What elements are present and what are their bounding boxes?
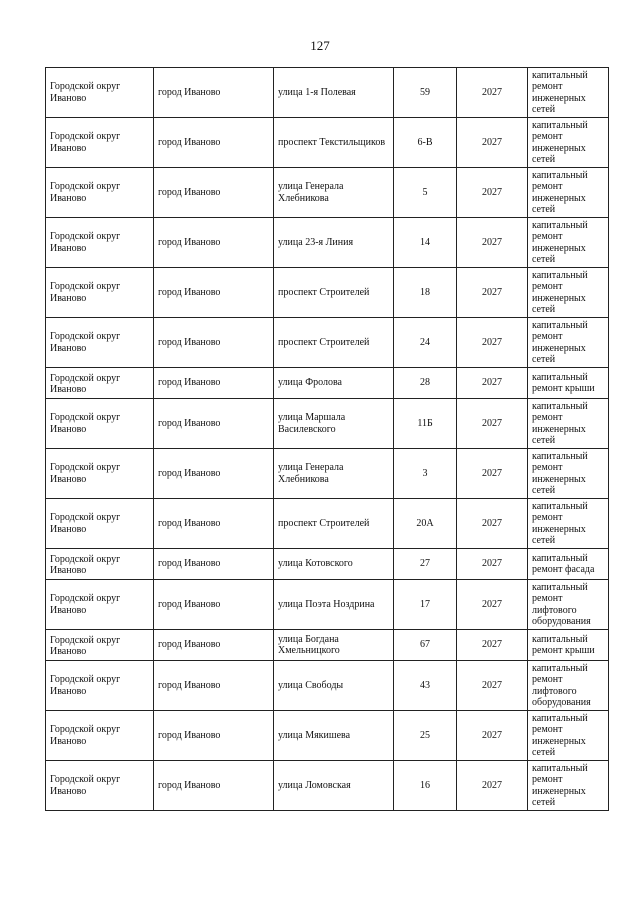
cell-work-type: капитальный ремонт инженерных сетей [528,449,609,499]
cell-year: 2027 [457,68,528,118]
cell-year: 2027 [457,218,528,268]
cell-year: 2027 [457,168,528,218]
cell-street: улица Поэта Ноздрина [274,580,394,630]
cell-street: улица Генерала Хлебникова [274,168,394,218]
cell-year: 2027 [457,268,528,318]
cell-work-type: капитальный ремонт инженерных сетей [528,118,609,168]
cell-year: 2027 [457,711,528,761]
cell-street: улица 1-я Полевая [274,68,394,118]
cell-work-type: капитальный ремонт лифтового оборудования [528,661,609,711]
cell-work-type: капитальный ремонт инженерных сетей [528,499,609,549]
cell-district: Городской округ Иваново [46,630,154,661]
cell-house: 3 [394,449,457,499]
table-row [46,580,609,630]
cell-year: 2027 [457,499,528,549]
cell-district: Городской округ Иваново [46,449,154,499]
cell-work-type: капитальный ремонт фасада [528,549,609,580]
cell-city: город Иваново [154,218,274,268]
cell-house: 11Б [394,399,457,449]
cell-street: улица Котовского [274,549,394,580]
cell-street: улица Ломовская [274,761,394,811]
cell-work-type: капитальный ремонт крыши [528,630,609,661]
cell-district: Городской округ Иваново [46,318,154,368]
cell-house: 43 [394,661,457,711]
cell-house: 17 [394,580,457,630]
cell-city: город Иваново [154,118,274,168]
cell-year: 2027 [457,549,528,580]
table-row [46,218,609,268]
cell-house: 14 [394,218,457,268]
table-row [46,68,609,118]
cell-year: 2027 [457,399,528,449]
cell-district: Городской округ Иваново [46,368,154,399]
cell-house: 28 [394,368,457,399]
table-row [46,630,609,661]
cell-street: улица Маршала Василевского [274,399,394,449]
repair-schedule-table [45,67,609,811]
table-row [46,118,609,168]
cell-street: проспект Строителей [274,499,394,549]
cell-district: Городской округ Иваново [46,168,154,218]
cell-house: 67 [394,630,457,661]
table-row [46,399,609,449]
cell-district: Городской округ Иваново [46,218,154,268]
table-row [46,549,609,580]
cell-district: Городской округ Иваново [46,118,154,168]
cell-street: улица Богдана Хмельницкого [274,630,394,661]
table-row [46,168,609,218]
cell-year: 2027 [457,318,528,368]
cell-year: 2027 [457,368,528,399]
cell-city: город Иваново [154,318,274,368]
cell-house: 24 [394,318,457,368]
cell-district: Городской округ Иваново [46,761,154,811]
table-row [46,711,609,761]
page-number: 127 [310,38,330,53]
cell-work-type: капитальный ремонт инженерных сетей [528,68,609,118]
cell-work-type: капитальный ремонт крыши [528,368,609,399]
cell-city: город Иваново [154,580,274,630]
cell-house: 5 [394,168,457,218]
cell-work-type: капитальный ремонт инженерных сетей [528,268,609,318]
cell-district: Городской округ Иваново [46,711,154,761]
cell-street: улица Фролова [274,368,394,399]
cell-district: Городской округ Иваново [46,268,154,318]
cell-work-type: капитальный ремонт инженерных сетей [528,399,609,449]
cell-work-type: капитальный ремонт инженерных сетей [528,218,609,268]
cell-city: город Иваново [154,630,274,661]
cell-street: проспект Строителей [274,318,394,368]
cell-district: Городской округ Иваново [46,399,154,449]
cell-city: город Иваново [154,68,274,118]
cell-city: город Иваново [154,499,274,549]
cell-street: улица Мякишева [274,711,394,761]
cell-district: Городской округ Иваново [46,549,154,580]
cell-house: 18 [394,268,457,318]
cell-city: город Иваново [154,761,274,811]
cell-district: Городской округ Иваново [46,499,154,549]
cell-house: 6-В [394,118,457,168]
cell-city: город Иваново [154,661,274,711]
table-row [46,368,609,399]
cell-district: Городской округ Иваново [46,68,154,118]
cell-street: проспект Строителей [274,268,394,318]
cell-street: улица 23-я Линия [274,218,394,268]
cell-year: 2027 [457,761,528,811]
cell-city: город Иваново [154,549,274,580]
cell-year: 2027 [457,630,528,661]
cell-house: 16 [394,761,457,811]
cell-city: город Иваново [154,399,274,449]
table-row [46,661,609,711]
table-row [46,318,609,368]
cell-year: 2027 [457,661,528,711]
table-row [46,761,609,811]
cell-year: 2027 [457,449,528,499]
cell-house: 25 [394,711,457,761]
cell-city: город Иваново [154,449,274,499]
cell-house: 20А [394,499,457,549]
cell-year: 2027 [457,580,528,630]
cell-district: Городской округ Иваново [46,580,154,630]
cell-city: город Иваново [154,711,274,761]
cell-street: проспект Текстильщиков [274,118,394,168]
table-row [46,268,609,318]
cell-city: город Иваново [154,168,274,218]
table-row [46,449,609,499]
cell-work-type: капитальный ремонт инженерных сетей [528,318,609,368]
cell-year: 2027 [457,118,528,168]
cell-house: 27 [394,549,457,580]
cell-district: Городской округ Иваново [46,661,154,711]
cell-work-type: капитальный ремонт инженерных сетей [528,711,609,761]
cell-work-type: капитальный ремонт инженерных сетей [528,761,609,811]
cell-street: улица Генерала Хлебникова [274,449,394,499]
cell-street: улица Свободы [274,661,394,711]
table-body [46,68,609,811]
table-row [46,499,609,549]
cell-work-type: капитальный ремонт инженерных сетей [528,168,609,218]
cell-city: город Иваново [154,368,274,399]
cell-work-type: капитальный ремонт лифтового оборудования [528,580,609,630]
cell-city: город Иваново [154,268,274,318]
cell-house: 59 [394,68,457,118]
